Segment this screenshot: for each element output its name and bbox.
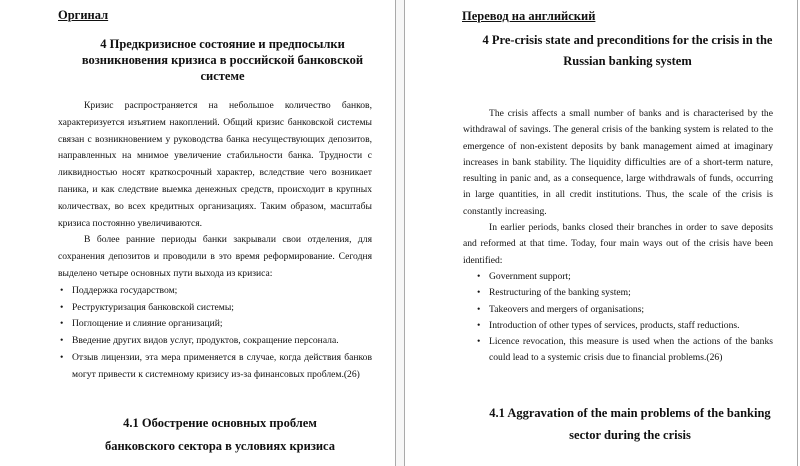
list-item: • Отзыв лицензии, эта мера применяется в случае, когда действия банков могут привести к системному кризису из-за финансовых проблем.(26) [72, 350, 372, 384]
translation-label: Перевод на английский [462, 9, 596, 23]
original-subtitle: 4.1 Обострение основных проблем банковского сектора в условиях кризиса [104, 416, 336, 453]
translation-page [404, 0, 798, 466]
bullet-list [463, 269, 773, 367]
list-item: • Introduction of other types of services, products, staff reductions. [489, 318, 773, 334]
list-item: • Поглощение и слияние организаций; [72, 316, 372, 333]
list-item: • Введение других видов услуг, продуктов, сокращение персонала. [72, 333, 372, 350]
paragraph: В более ранние периоды банки закрывали свои отделения, для сохранения депозитов и проводили в это время реформирование. Сегодня выделено четыре основных пути выхода из кризиса: [58, 234, 372, 279]
translation-body [463, 106, 773, 367]
original-body [58, 98, 372, 384]
list-item: • Licence revocation, this measure is used when the actions of the banks could lead to a systemic crisis due to financial problems.(26) [489, 334, 773, 367]
list-item: • Restructuring of the banking system; [489, 285, 773, 301]
translation-title: 4 Pre-crisis state and preconditions for the crisis in the Russian banking system [482, 33, 773, 68]
paragraph: Кризис распространяется на небольшое количество банков, характеризуется изъятием накоплений. Общий кризис банковской системы связан с возникновением у руководства банка несуществующих депозитов, направленных на мнимое увеличение стабильности банка. Трудности с ликвидностью носят краткосрочный характер, вследствие чего возникает паника, и как следствие выемка денежных средств, происходит в крупных количествах, во всех кредитных организациях. Таким образом, масштабы кризиса постоянно увеличиваются. [58, 100, 372, 229]
page-gap [396, 0, 404, 466]
list-item: • Government support; [489, 269, 773, 285]
list-item: • Takeovers and mergers of organisations; [489, 302, 773, 318]
translation-subtitle: 4.1 Aggravation of the main problems of the banking sector during the crisis [489, 406, 771, 442]
original-label: Оргинал [58, 8, 109, 22]
list-item: • Реструктуризация банковской системы; [72, 300, 372, 317]
paragraph: The crisis affects a small number of banks and is characterised by the withdrawal of savings. The general crisis of the banking system is related to the emergence of non-existent deposits by bank management aimed at imaginary increases in bank stability. The liquidity difficulties are of a short-term nature, resulting in panic and, as a consequence, large withdrawals of funds, occurring in large quantities, in all credit institutions. Thus, the scale of the crisis is constantly increasing. [463, 108, 773, 217]
original-page [0, 0, 396, 466]
list-item: • Поддержка государством; [72, 283, 372, 300]
bullet-list [58, 283, 372, 384]
paragraph: In earlier periods, banks closed their branches in order to save deposits and reformed at that time. Today, four main ways out of the crisis have been identified: [463, 222, 773, 266]
original-title: 4 Предкризисное состояние и предпосылки возникновения кризиса в российской банковской системе [81, 37, 364, 83]
